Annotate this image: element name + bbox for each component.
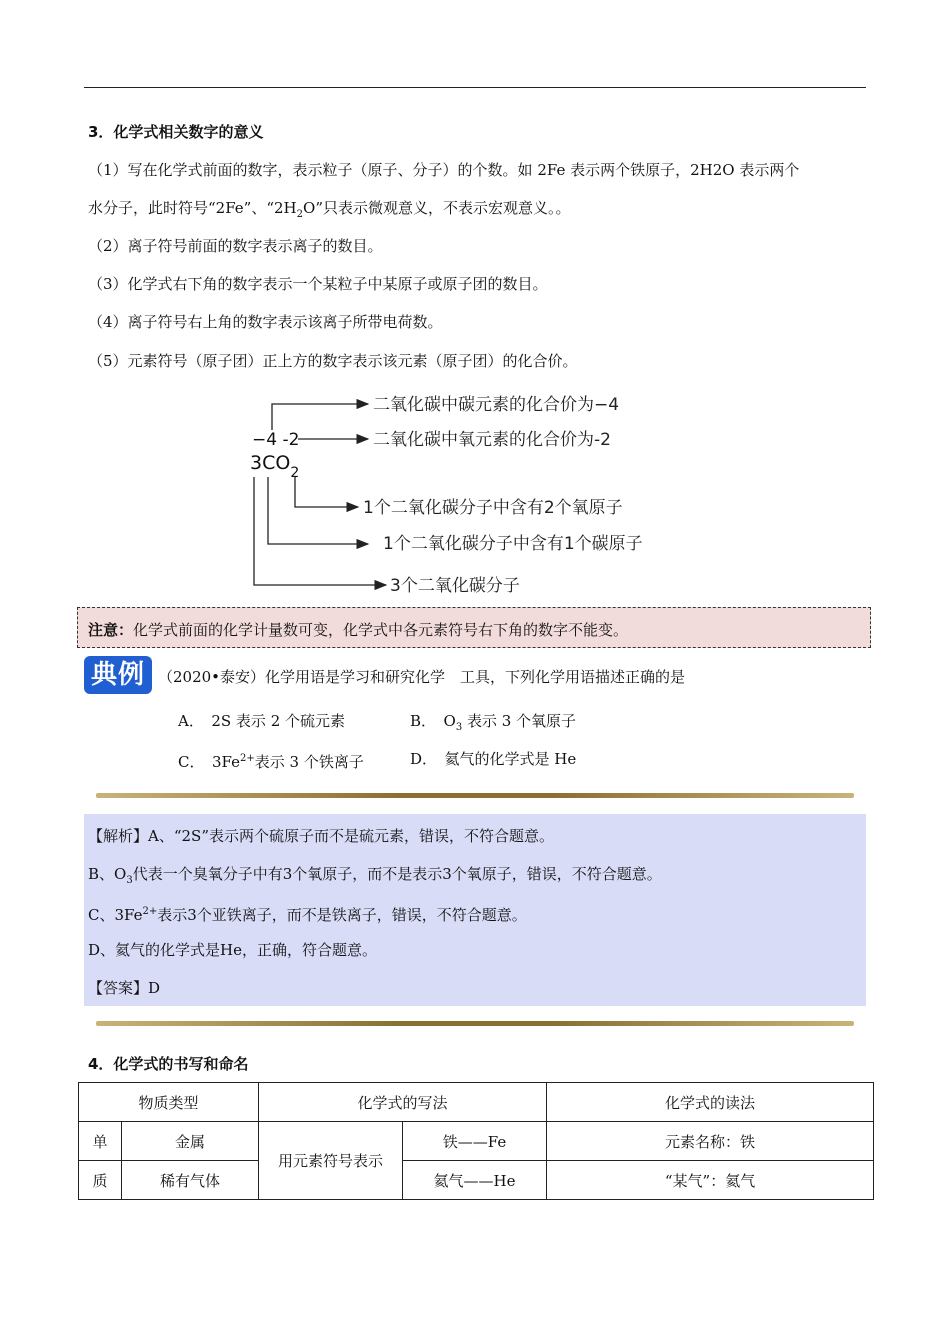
type-cell: 金属 xyxy=(122,1122,259,1161)
section-4-title: 4．化学式的书写和命名 xyxy=(88,1055,249,1073)
option-b: B． $O_3$ 表示 3 个氧原子 xyxy=(410,712,577,733)
diagram-label-4: 1个二氧化碳分子中含有1个碳原子 xyxy=(383,534,643,554)
paragraph-1a: （1）写在化学式前面的数字，表示粒子（原子、分子）的个数。如 2Fe 表示两个铁原子，2H2O 表示两个 xyxy=(88,161,800,179)
paragraph-2: （2）离子符号前面的数字表示离子的数目。 xyxy=(88,237,383,255)
co2-number-meaning-diagram xyxy=(240,385,710,600)
method-cell: 用元素符号表示 xyxy=(259,1122,403,1200)
type-cell: 稀有气体 xyxy=(122,1161,259,1200)
table-row xyxy=(79,1161,874,1200)
note-box xyxy=(77,607,871,648)
analysis-line-4: D、氦气的化学式是He，正确，符合题意。 xyxy=(88,941,377,959)
note-text: 化学式前面的化学计量数可变，化学式中各元素符号右下角的数字不能变。 xyxy=(133,621,629,639)
group-label-top: 单 xyxy=(79,1122,122,1161)
separator-top xyxy=(96,793,854,798)
option-d: D． 氦气的化学式是 He xyxy=(410,750,577,768)
header-substance-type: 物质类型 xyxy=(79,1083,259,1122)
option-a: A． 2S 表示 2 个硫元素 xyxy=(178,712,346,730)
reading-cell: 元素名称：铁 xyxy=(547,1122,874,1161)
section-3-title: 3．化学式相关数字的意义 xyxy=(88,123,264,141)
note-label: 注意： xyxy=(88,621,134,639)
connector-4 xyxy=(268,477,368,544)
answer-line: 【答案】D xyxy=(88,979,161,997)
paragraph-5: （5）元素符号（原子团）正上方的数字表示该元素（原子团）的化合价。 xyxy=(88,352,578,370)
table-row xyxy=(79,1122,874,1161)
option-c: C． $3Fe^{2+}$表示 3 个铁离子 xyxy=(178,753,364,771)
example-cell: 铁——Fe xyxy=(403,1122,547,1161)
note-content xyxy=(88,619,628,640)
connector-1 xyxy=(272,404,368,430)
header-reading: 化学式的读法 xyxy=(547,1083,874,1122)
table-header-row xyxy=(79,1083,874,1122)
diagram-label-2: 二氧化碳中氧元素的化合价为-2 xyxy=(373,430,611,450)
connector-3 xyxy=(295,477,358,507)
group-label-bottom: 质 xyxy=(79,1161,122,1200)
reading-cell: “某气”：氦气 xyxy=(547,1161,874,1200)
example-badge: 典例 xyxy=(84,656,152,694)
analysis-box xyxy=(84,814,866,1006)
example-cell: 氦气——He xyxy=(403,1161,547,1200)
analysis-line-1: 【解析】A、“2S”表示两个硫原子而不是硫元素，错误，不符合题意。 xyxy=(88,827,554,845)
paragraph-3: （3）化学式右下角的数字表示一个某粒子中某原子或原子团的数目。 xyxy=(88,275,548,293)
header-rule xyxy=(84,87,866,88)
connector-5 xyxy=(254,477,386,585)
diagram-label-5: 3个二氧化碳分子 xyxy=(390,576,520,596)
analysis-line-2: B、$O_3$代表一个臭氧分子中有3个氧原子，而不是表示3个氧原子，错误，不符合题意。 xyxy=(88,865,662,886)
diagram-label-1: 二氧化碳中碳元素的化合价为−4 xyxy=(373,395,620,415)
paragraph-4: （4）离子符号右上角的数字表示该离子所带电荷数。 xyxy=(88,313,443,331)
header-writing: 化学式的写法 xyxy=(259,1083,547,1122)
diagram-valences: −4 -2 xyxy=(252,430,300,450)
paragraph-1b: 水分子，此时符号“2Fe”、“$2H_2O$”只表示微观意义，不表示宏观意义。。 xyxy=(88,199,571,220)
diagram-label-3: 1个二氧化碳分子中含有2个氧原子 xyxy=(363,498,623,518)
analysis-line-3: C、$3Fe^{2+}$表示3个亚铁离子，而不是铁离子，错误，不符合题意。 xyxy=(88,906,527,924)
diagram-formula: $3CO_2$ xyxy=(250,452,300,481)
formula-naming-table xyxy=(78,1082,874,1200)
example-stem: （2020•泰安）化学用语是学习和研究化学 工具，下列化学用语描述正确的是 xyxy=(158,668,686,686)
separator-bottom xyxy=(96,1021,854,1026)
